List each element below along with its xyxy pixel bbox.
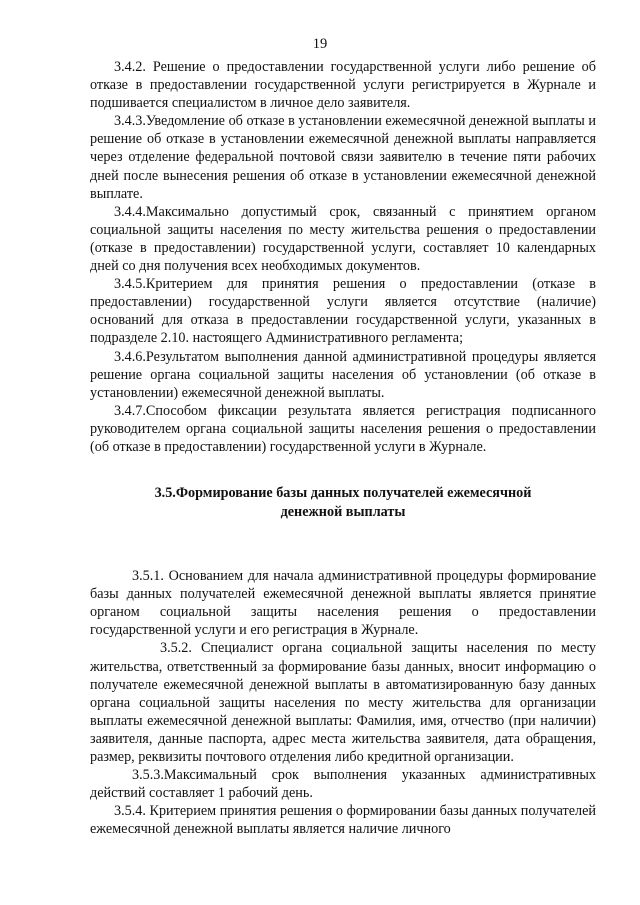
paragraph-3-4-4: 3.4.4.Максимально допустимый срок, связанный с принятием органом социальной защиты населения по месту жительства решения о предоставлении (отказе в предоставлении) государственной услуги, составляет 10 календарных дней со дня получения всех необходимых документов.: [90, 203, 596, 275]
paragraph-3-4-7: 3.4.7.Способом фиксации результата является регистрация подписанного руководителем органа социальной защиты населения решения о предоставлении (об отказе в предоставлении) государственной услуги в Журнале.: [90, 402, 596, 455]
document-body: [90, 58, 596, 838]
paragraph-3-4-5: 3.4.5.Критерием для принятия решения о предоставлении (отказе в предоставлении) государственной услуги является отсутствие (наличие) оснований для отказа в предоставлении государственной услуги, указанных в подразделе 2.10. настоящего Административного регламента;: [90, 276, 596, 347]
page-number: 19: [312, 36, 328, 52]
section-heading-line-2: денежной выплаты: [280, 503, 406, 520]
section-heading-3-5: [90, 484, 596, 521]
paragraph-3-5-1: 3.5.1. Основанием для начала административной процедуры формирование базы данных получателей ежемесячной денежной выплаты является принятие органом социальной защиты населения решения о предоставлении государственной услуги и его регистрация в Журнале.: [90, 568, 596, 639]
paragraph-3-5-3: 3.5.3.Максимальный срок выполнения указанных административных действий составляет 1 рабочий день.: [90, 767, 596, 802]
paragraph-3-4-6: 3.4.6.Результатом выполнения данной административной процедуры является решение органа социальной защиты населения об установлении (об отказе в установлении) ежемесячной денежной выплаты.: [90, 348, 596, 401]
paragraph-3-5-2: 3.5.2. Специалист органа социальной защиты населения по месту жительства, ответственный за формирование базы данных, вносит информацию о получателе ежемесячной денежной выплаты в автоматизированную базу данных органа социальной защиты населения по месту жительства для организации выплаты ежемесячной денежной выплаты: Фамилия, имя, отчество (при наличии) заявителя, данные паспорта, адрес места жительства заявителя, дата обращения, размер, реквизиты почтового отделения либо кредитной организации.: [90, 640, 596, 765]
paragraph-3-5-4: 3.5.4. Критерием принятия решения о формировании базы данных получателей ежемесячной денежной выплаты является наличие личного: [90, 803, 596, 838]
paragraph-3-4-2: 3.4.2. Решение о предоставлении государственной услуги либо решение об отказе в предоставлении государственной услуги регистрируется в Журнале и подшивается специалистом в личное дело заявителя.: [90, 59, 596, 112]
paragraph-3-4-3: 3.4.3.Уведомление об отказе в установлении ежемесячной денежной выплаты и решение об отказе в установлении ежемесячной денежной выплаты направляется через отделение федеральной почтовой связи заявителю в течение пяти рабочих дней после вынесения решения об отказе в установлении ежемесячной денежной выплате.: [90, 113, 596, 202]
section-heading-line-1: 3.5.Формирование базы данных получателей ежемесячной: [154, 485, 532, 502]
